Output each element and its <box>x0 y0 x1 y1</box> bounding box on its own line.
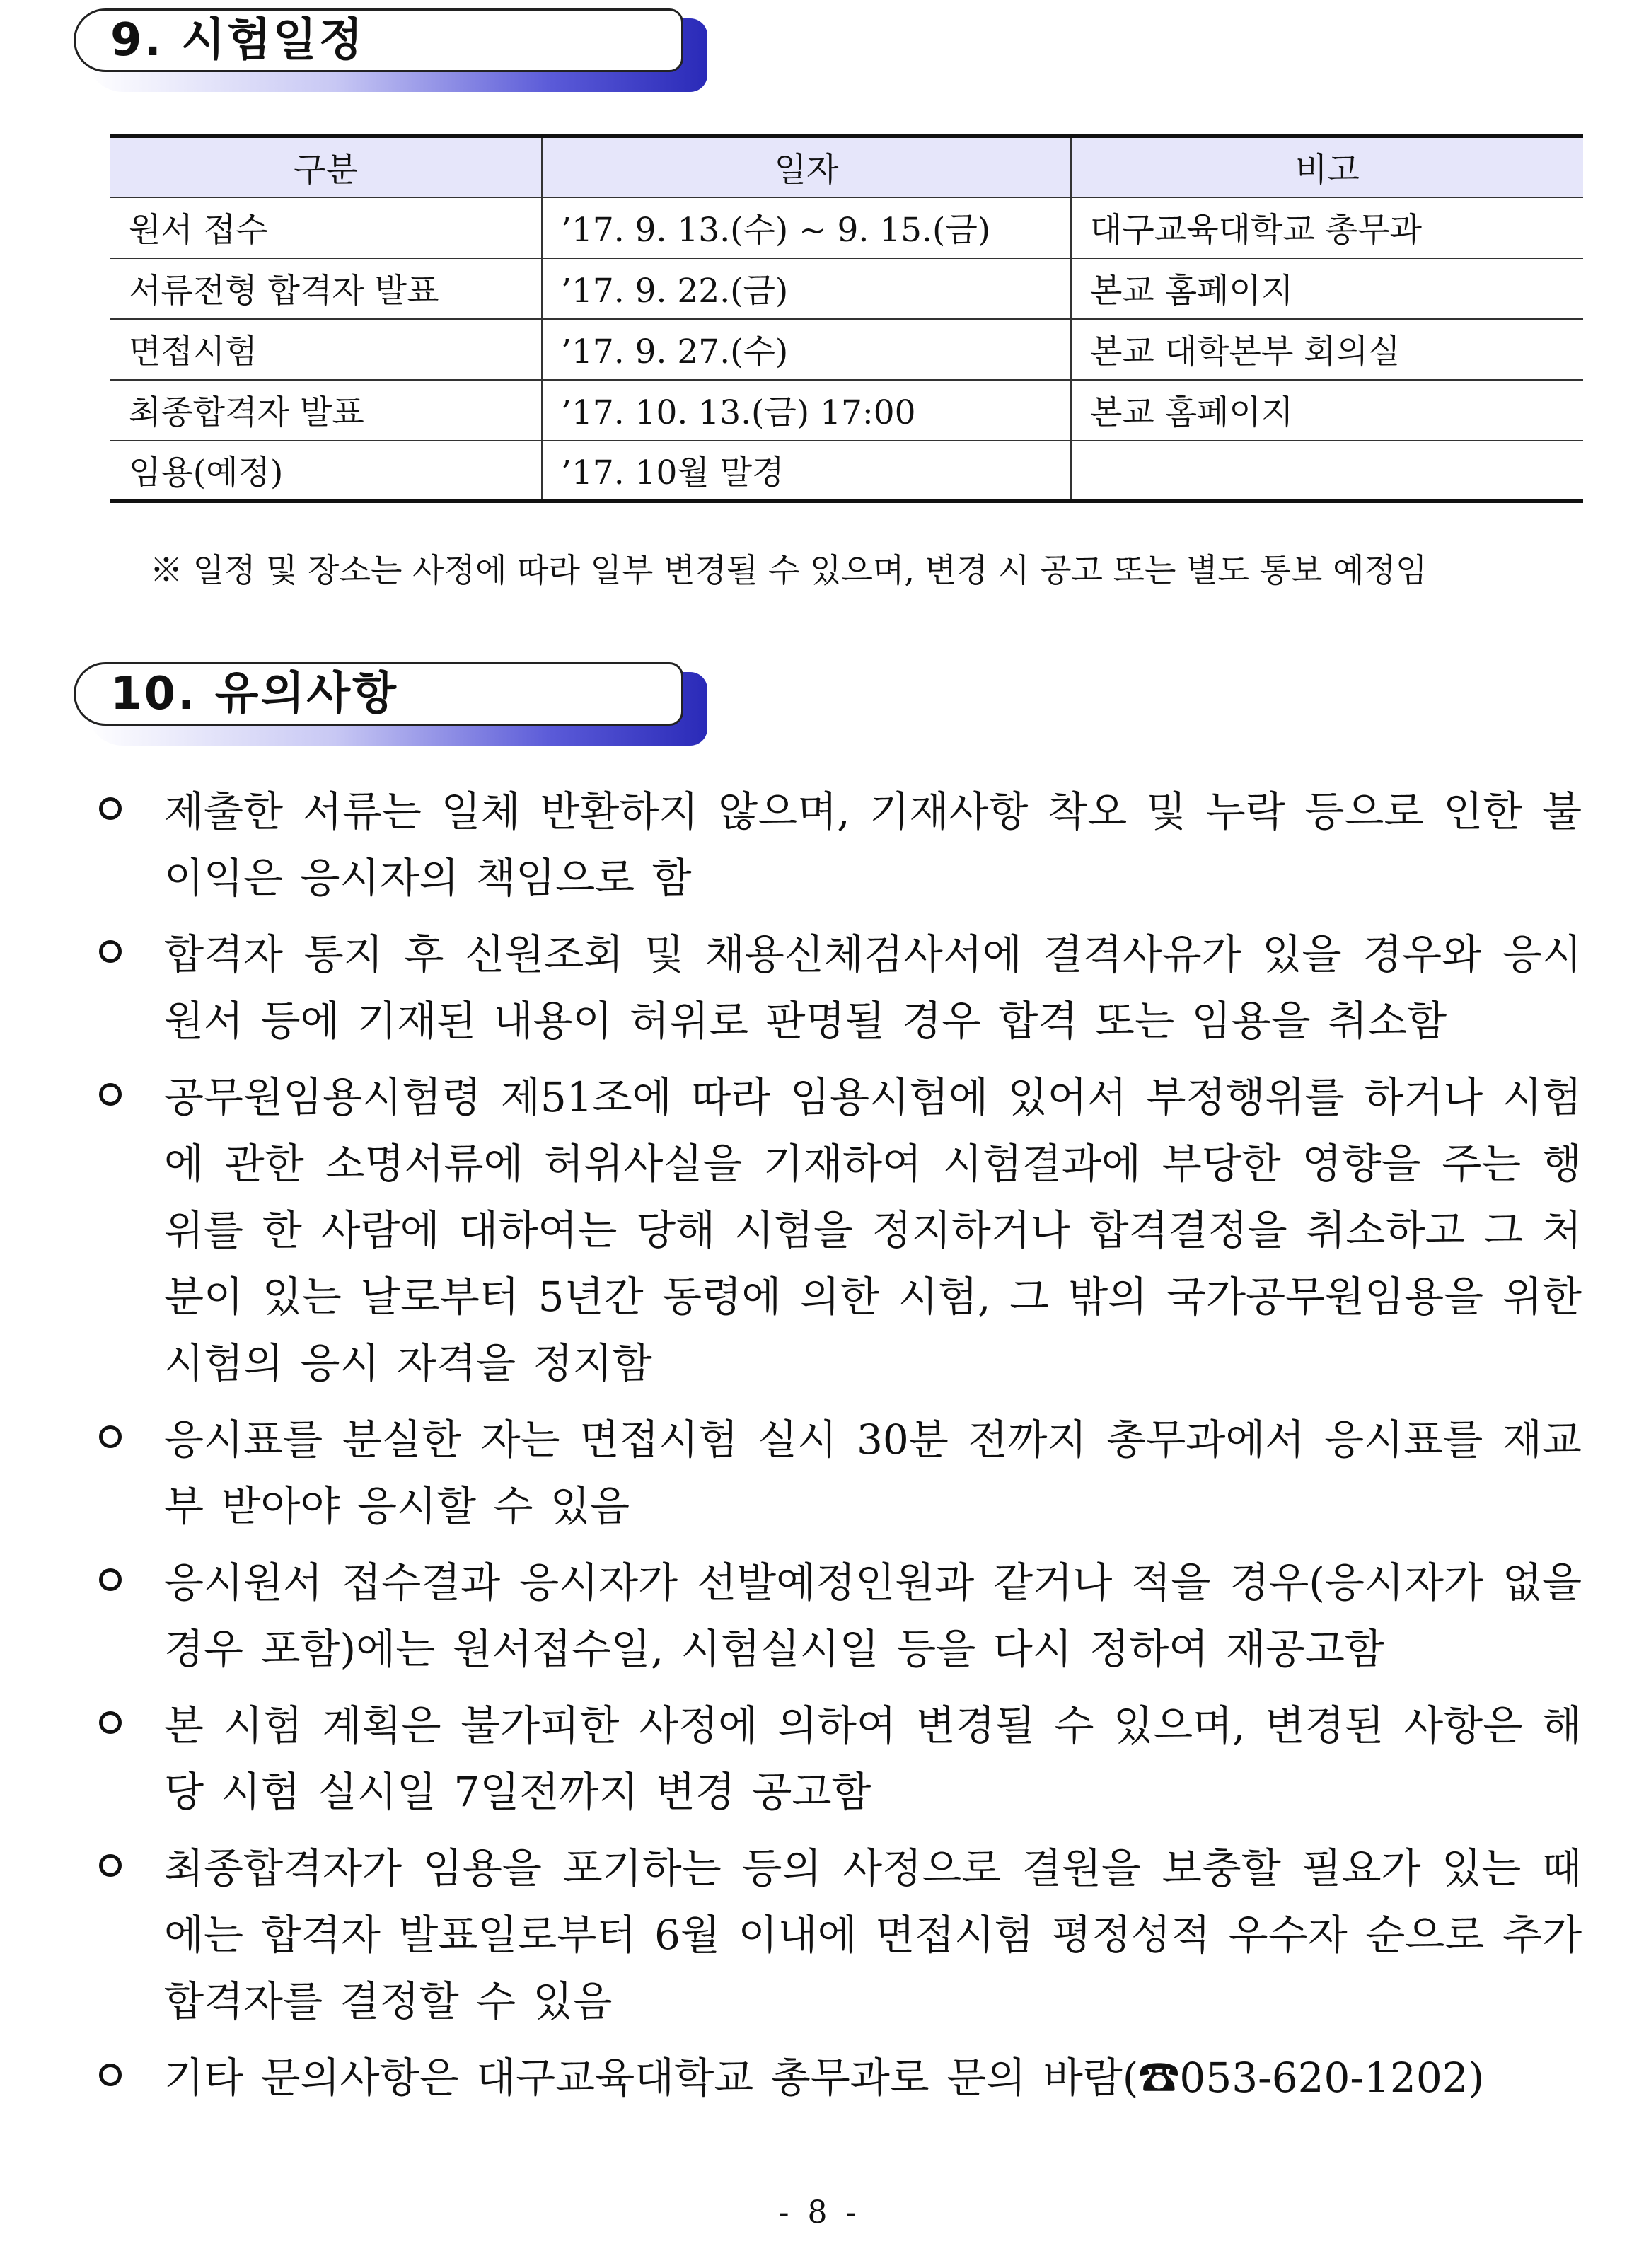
list-item <box>96 1692 1582 1825</box>
caution-text: 공무원임용시험령 제51조에 따라 임용시험에 있어서 부정행위를 하거나 시험에 관한 소명서류에 허위사실을 기재하여 시험결과에 부당한 영향을 주는 행위를 한 사람에 대하여는 당해 시험을 정지하거나 합격결정을 취소하고 그 처분이 있는 날로부터 5년간 동령에 의한 시험, 그 밖의 국가공무원임용을 위한 시험의 응시 자격을 정지함 <box>164 1073 1582 1387</box>
cell-category: 서류전형 합격자 발표 <box>110 258 542 319</box>
schedule-note: ※ 일정 및 장소는 사정에 따라 일부 변경될 수 있으며, 변경 시 공고 또는 별도 통보 예정임 <box>150 551 1427 589</box>
circle-bullet-icon <box>99 2064 122 2086</box>
caution-list <box>96 778 1582 2121</box>
table-row <box>110 258 1583 319</box>
cell-date: ’17. 9. 13.(수) ~ 9. 15.(금) <box>542 197 1071 258</box>
circle-bullet-icon <box>99 797 122 820</box>
circle-bullet-icon <box>99 1083 122 1106</box>
header-date: 일자 <box>542 137 1071 197</box>
table-row <box>110 441 1583 502</box>
list-item <box>96 921 1582 1054</box>
header-category: 구분 <box>110 137 542 197</box>
cell-category: 면접시험 <box>110 319 542 380</box>
header-remarks: 비고 <box>1071 137 1583 197</box>
cell-category: 임용(예정) <box>110 441 542 502</box>
cell-date: ’17. 10. 13.(금) 17:00 <box>542 380 1071 441</box>
list-item <box>96 1835 1582 2035</box>
caution-text: 응시원서 접수결과 응시자가 선발예정인원과 같거나 적을 경우(응시자가 없을 경우 포함)에는 원서접수일, 시험실시일 등을 다시 정하여 재공고함 <box>164 1558 1582 1673</box>
cell-remarks: 대구교육대학교 총무과 <box>1071 197 1583 258</box>
table-row <box>110 197 1583 258</box>
list-item <box>96 778 1582 911</box>
list-item <box>96 1064 1582 1396</box>
caution-text: 본 시험 계획은 불가피한 사정에 의하여 변경될 수 있으며, 변경된 사항은 해당 시험 실시일 7일전까지 변경 공고함 <box>164 1701 1582 1816</box>
caution-text: 기타 문의사항은 대구교육대학교 총무과로 문의 바람(☎053-620-1202) <box>164 2054 1485 2102</box>
table-row <box>110 380 1583 441</box>
section-10-title: 10. 유의사항 <box>110 668 398 720</box>
cell-category: 원서 접수 <box>110 197 542 258</box>
section-10-header <box>74 662 696 737</box>
list-item <box>96 1549 1582 1682</box>
cell-date: ’17. 9. 22.(금) <box>542 258 1071 319</box>
cell-remarks: 본교 대학본부 회의실 <box>1071 319 1583 380</box>
circle-bullet-icon <box>99 1425 122 1448</box>
cell-remarks <box>1071 441 1583 502</box>
page-number: - 8 - <box>778 2194 861 2231</box>
cell-remarks: 본교 홈페이지 <box>1071 380 1583 441</box>
schedule-table <box>110 134 1583 503</box>
caution-text: 제출한 서류는 일체 반환하지 않으며, 기재사항 착오 및 누락 등으로 인한 불이익은 응시자의 책임으로 함 <box>164 787 1582 902</box>
caution-text: 최종합격자가 임용을 포기하는 등의 사정으로 결원을 보충할 필요가 있는 때에는 합격자 발표일로부터 6월 이내에 면접시험 평정성적 우수자 순으로 추가 합격자를 결정할 수 있음 <box>164 1844 1582 2025</box>
caution-text: 합격자 통지 후 신원조회 및 채용신체검사서에 결격사유가 있을 경우와 응시원서 등에 기재된 내용이 허위로 판명될 경우 합격 또는 임용을 취소함 <box>164 930 1582 1045</box>
caution-text: 응시표를 분실한 자는 면접시험 실시 30분 전까지 총무과에서 응시표를 재교부 받아야 응시할 수 있음 <box>164 1416 1582 1530</box>
section-9-header <box>74 8 696 83</box>
cell-category: 최종합격자 발표 <box>110 380 542 441</box>
circle-bullet-icon <box>99 1568 122 1591</box>
circle-bullet-icon <box>99 1711 122 1734</box>
cell-remarks: 본교 홈페이지 <box>1071 258 1583 319</box>
circle-bullet-icon <box>99 1854 122 1877</box>
table-header-row <box>110 137 1583 197</box>
list-item <box>96 2044 1582 2111</box>
cell-date: ’17. 9. 27.(수) <box>542 319 1071 380</box>
section-9-title: 9. 시험일정 <box>110 14 365 66</box>
list-item <box>96 1406 1582 1539</box>
circle-bullet-icon <box>99 940 122 963</box>
table-row <box>110 319 1583 380</box>
cell-date: ’17. 10월 말경 <box>542 441 1071 502</box>
